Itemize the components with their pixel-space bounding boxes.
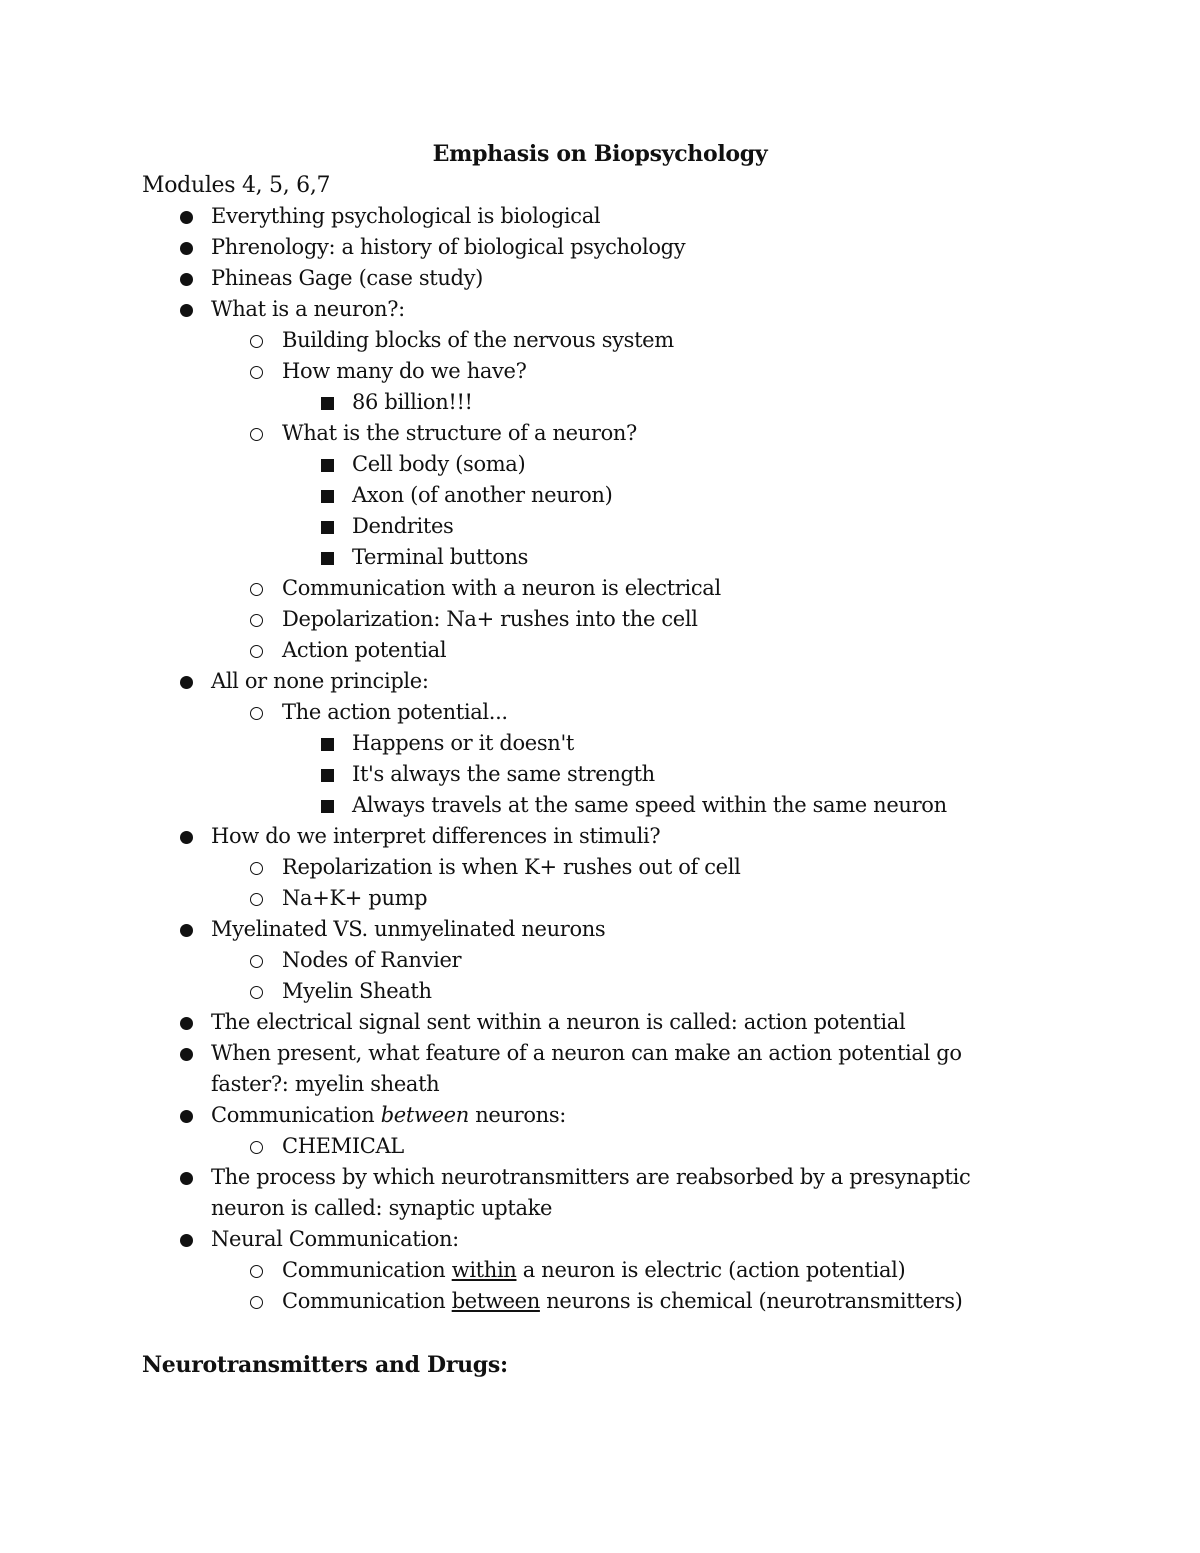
list-item [0,1131,1200,1162]
list-item-text: Terminal buttons [352,545,529,569]
bullet-circle-icon [246,604,266,635]
list-item [0,573,1200,604]
bullet-dot-icon [176,821,196,852]
list-item-text: Happens or it doesn't [352,731,574,755]
emphasized-word: between [380,1103,469,1127]
list-item-text: What is a neuron?: [211,297,405,321]
list-item [0,294,1200,325]
text-segment: neurons: [468,1103,566,1127]
document-title: Emphasis on Biopsychology [432,141,768,167]
list-item [0,883,1200,914]
list-item [0,325,1200,356]
list-item [0,1224,1200,1255]
bullet-dot-icon [176,1038,196,1069]
list-item [0,449,1200,480]
list-item-text [211,1100,566,1131]
list-item [0,728,1200,759]
list-item [0,604,1200,635]
list-item-text [282,1255,905,1286]
list-item [0,387,1200,418]
list-item [0,356,1200,387]
list-item-text: Building blocks of the nervous system [282,328,674,352]
list-item [0,1255,1200,1286]
text-segment: Communication [282,1289,452,1313]
list-item [0,1100,1200,1131]
bullet-circle-icon [246,418,266,449]
list-item [0,201,1200,232]
bullet-circle-icon [246,325,266,356]
list-item-text: The action potential... [282,700,508,724]
list-item-text: Myelinated VS. unmyelinated neurons [211,917,606,941]
text-segment: neurons is chemical (neurotransmitters) [539,1289,963,1313]
list-item-text: Phrenology: a history of biological psychology [211,235,686,259]
list-item [0,852,1200,883]
list-item [0,821,1200,852]
bullet-dot-icon [176,1100,196,1131]
bullet-dot-icon [176,1162,196,1193]
text-segment: Communication [282,1258,452,1282]
list-item-text: Action potential [282,638,447,662]
list-item-text: Always travels at the same speed within the same neuron [352,793,947,817]
bullet-dot-icon [176,666,196,697]
list-item [0,263,1200,294]
list-item-text: What is the structure of a neuron? [282,421,637,445]
list-item [0,1038,1200,1100]
list-item-text: Myelin Sheath [282,979,432,1003]
list-item [0,635,1200,666]
list-item-text: How do we interpret differences in stimuli? [211,824,661,848]
bullet-circle-icon [246,883,266,914]
underlined-word: between [451,1289,540,1313]
bullet-dot-icon [176,1007,196,1038]
list-item [0,1162,1200,1224]
list-item [0,1007,1200,1038]
text-segment: Communication [211,1103,381,1127]
bullet-square-icon [317,511,337,542]
list-item [0,790,1200,821]
list-item-text: Everything psychological is biological [211,204,601,228]
list-item-text: How many do we have? [282,359,527,383]
section-heading-neurotransmitters: Neurotransmitters and Drugs: [142,1352,508,1378]
bullet-dot-icon [176,263,196,294]
list-item-text: All or none principle: [211,669,429,693]
list-item-text: Depolarization: Na+ rushes into the cell [282,607,698,631]
bullet-dot-icon [176,1224,196,1255]
list-item [0,666,1200,697]
bullet-circle-icon [246,356,266,387]
list-item-text: It's always the same strength [352,762,655,786]
bullet-dot-icon [176,232,196,263]
list-item [0,759,1200,790]
bullet-square-icon [317,542,337,573]
list-item [0,511,1200,542]
list-item-text: The electrical signal sent within a neuron is called: action potential [211,1010,906,1034]
bullet-square-icon [317,449,337,480]
bullet-square-icon [317,728,337,759]
list-item-text: Dendrites [352,514,454,538]
list-item-text: CHEMICAL [282,1134,404,1158]
bullet-circle-icon [246,635,266,666]
bullet-circle-icon [246,945,266,976]
list-item-text: Cell body (soma) [352,452,526,476]
list-item-text: Repolarization is when K+ rushes out of cell [282,855,741,879]
list-item [0,232,1200,263]
list-item [0,976,1200,1007]
bullet-square-icon [317,790,337,821]
list-item-text: Neural Communication: [211,1227,459,1251]
underlined-word: within [451,1258,517,1282]
notes-outline [0,201,1200,1317]
list-item [0,418,1200,449]
bullet-dot-icon [176,294,196,325]
list-item [0,1286,1200,1317]
list-item-text: Phineas Gage (case study) [211,266,483,290]
list-item-text: Communication with a neuron is electrical [282,576,721,600]
list-item [0,914,1200,945]
bullet-square-icon [317,480,337,511]
list-item-text: Na+K+ pump [282,886,428,910]
modules-heading: Modules 4, 5, 6,7 [142,173,331,198]
bullet-square-icon [317,387,337,418]
bullet-circle-icon [246,852,266,883]
list-item [0,945,1200,976]
list-item-text [282,1286,963,1317]
list-item-text: The process by which neurotransmitters are reabsorbed by a presynaptic neuron is called: synaptic uptake [211,1165,971,1220]
bullet-circle-icon [246,976,266,1007]
list-item-text: Nodes of Ranvier [282,948,462,972]
bullet-circle-icon [246,1131,266,1162]
list-item-text: When present, what feature of a neuron can make an action potential go faster?: myelin sheath [211,1041,962,1096]
bullet-circle-icon [246,573,266,604]
list-item [0,697,1200,728]
bullet-dot-icon [176,201,196,232]
bullet-circle-icon [246,697,266,728]
bullet-square-icon [317,759,337,790]
list-item-text: Axon (of another neuron) [352,483,613,507]
list-item [0,480,1200,511]
list-item [0,542,1200,573]
list-item-text: 86 billion!!! [352,390,473,414]
bullet-dot-icon [176,914,196,945]
bullet-circle-icon [246,1255,266,1286]
bullet-circle-icon [246,1286,266,1317]
text-segment: a neuron is electric (action potential) [516,1258,906,1282]
